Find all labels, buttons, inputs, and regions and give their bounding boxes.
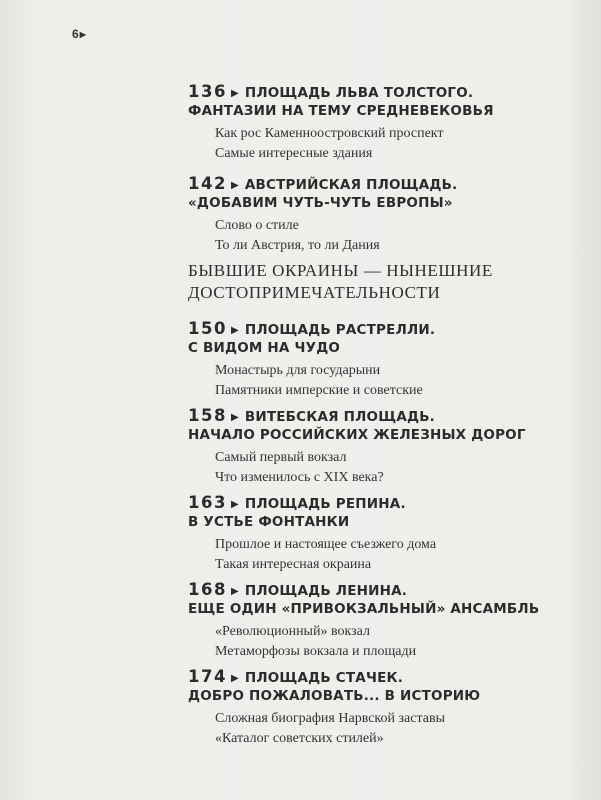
toc-subsection[interactable]: Метаморфозы вокзала и площади — [215, 644, 417, 659]
toc-subsection[interactable]: «Революционный» вокзал — [215, 624, 370, 639]
toc-subsection[interactable]: Как рос Каменноостровский проспект — [215, 126, 444, 141]
toc-entry[interactable] — [188, 581, 539, 662]
toc-entry-heading — [188, 83, 494, 103]
arrow-right-icon: ▶ — [230, 412, 239, 423]
section-heading-line2: ДОСТОПРИМЕЧАТЕЛЬНОСТИ — [188, 283, 441, 302]
toc-subsection[interactable]: То ли Австрия, то ли Дания — [215, 238, 380, 253]
toc-entry[interactable] — [188, 83, 494, 164]
toc-title-line2: «ДОБАВИМ ЧУТЬ-ЧУТЬ ЕВРОПЫ» — [188, 195, 453, 211]
toc-title-line1: ПЛОЩАДЬ ЛЕНИНА. — [244, 583, 408, 599]
toc-subsections — [215, 709, 480, 749]
section-heading-line1: БЫВШИЕ ОКРАИНЫ — НЫНЕШНИЕ — [188, 261, 493, 280]
toc-entry-heading — [188, 581, 539, 601]
toc-subsection[interactable]: Самые интересные здания — [215, 146, 373, 161]
arrow-right-icon: ▶ — [230, 673, 239, 684]
toc-subsections — [215, 124, 494, 164]
toc-title-line1: ПЛОЩАДЬ ЛЬВА ТОЛСТОГО. — [244, 85, 474, 101]
arrow-right-icon: ▶ — [230, 180, 239, 191]
toc-title-line1: ПЛОЩАДЬ РЕПИНА. — [244, 496, 406, 512]
toc-subsection[interactable]: «Каталог советских стилей» — [215, 731, 384, 746]
arrow-right-icon: ▶ — [230, 325, 239, 336]
toc-page-number: 142 — [188, 174, 227, 193]
toc-title-line2: С ВИДОМ НА ЧУДО — [188, 340, 341, 356]
toc-page-number: 168 — [188, 580, 227, 599]
toc-entry-heading — [188, 668, 480, 688]
toc-subsection[interactable]: Памятники имперские и советские — [215, 383, 423, 398]
toc-title-line2: НАЧАЛО РОССИЙСКИХ ЖЕЛЕЗНЫХ ДОРОГ — [188, 427, 526, 443]
toc-title-line1: ВИТЕБСКАЯ ПЛОЩАДЬ. — [244, 409, 436, 425]
toc-title-line1: ПЛОЩАДЬ РАСТРЕЛЛИ. — [244, 322, 436, 338]
arrow-right-icon: ▶ — [230, 586, 239, 597]
toc-page-number: 163 — [188, 493, 227, 512]
toc-subsections — [215, 622, 539, 662]
toc-title-line2: В УСТЬЕ ФОНТАНКИ — [188, 514, 350, 530]
toc-page-number: 158 — [188, 406, 227, 425]
toc-subsection[interactable]: Сложная биография Нарвской заставы — [215, 711, 445, 726]
toc-subsections — [215, 448, 526, 488]
toc-subsection[interactable]: Такая интересная окраина — [215, 557, 372, 572]
toc-page-number: 136 — [188, 82, 227, 101]
toc-entry[interactable] — [188, 494, 436, 575]
toc-subsection[interactable]: Самый первый вокзал — [215, 450, 347, 465]
toc-subsection[interactable]: Монастырь для государыни — [215, 363, 381, 378]
toc-entry[interactable] — [188, 668, 480, 749]
page-number — [72, 27, 86, 41]
toc-entry-heading — [188, 407, 526, 427]
section-heading — [188, 260, 493, 304]
toc-page-number: 174 — [188, 667, 227, 686]
toc-entry[interactable] — [188, 320, 435, 401]
toc-subsections — [215, 216, 457, 256]
page-number-arrow-icon: ▶ — [79, 30, 86, 39]
toc-title-line2: ФАНТАЗИИ НА ТЕМУ СРЕДНЕВЕКОВЬЯ — [188, 103, 494, 119]
toc-entry[interactable] — [188, 407, 526, 488]
page-number-value: 6 — [72, 27, 79, 41]
toc-subsections — [215, 535, 436, 575]
arrow-right-icon: ▶ — [230, 88, 239, 99]
toc-subsection[interactable]: Что изменилось с XIX века? — [215, 470, 384, 485]
toc-subsection[interactable]: Прошлое и настоящее съезжего дома — [215, 537, 437, 552]
toc-title-line1: АВСТРИЙСКАЯ ПЛОЩАДЬ. — [244, 177, 458, 193]
toc-entry-heading — [188, 175, 457, 195]
toc-title-line2: ДОБРО ПОЖАЛОВАТЬ... В ИСТОРИЮ — [188, 688, 481, 704]
toc-entry-heading — [188, 494, 436, 514]
toc-subsection[interactable]: Слово о стиле — [215, 218, 299, 233]
arrow-right-icon: ▶ — [230, 499, 239, 510]
toc-subsections — [215, 361, 435, 401]
toc-page-number: 150 — [188, 319, 227, 338]
toc-title-line1: ПЛОЩАДЬ СТАЧЕК. — [244, 670, 404, 686]
toc-entry[interactable] — [188, 175, 457, 256]
toc-entry-heading — [188, 320, 435, 340]
toc-title-line2: ЕЩЕ ОДИН «ПРИВОКЗАЛЬНЫЙ» АНСАМБЛЬ — [188, 601, 540, 617]
